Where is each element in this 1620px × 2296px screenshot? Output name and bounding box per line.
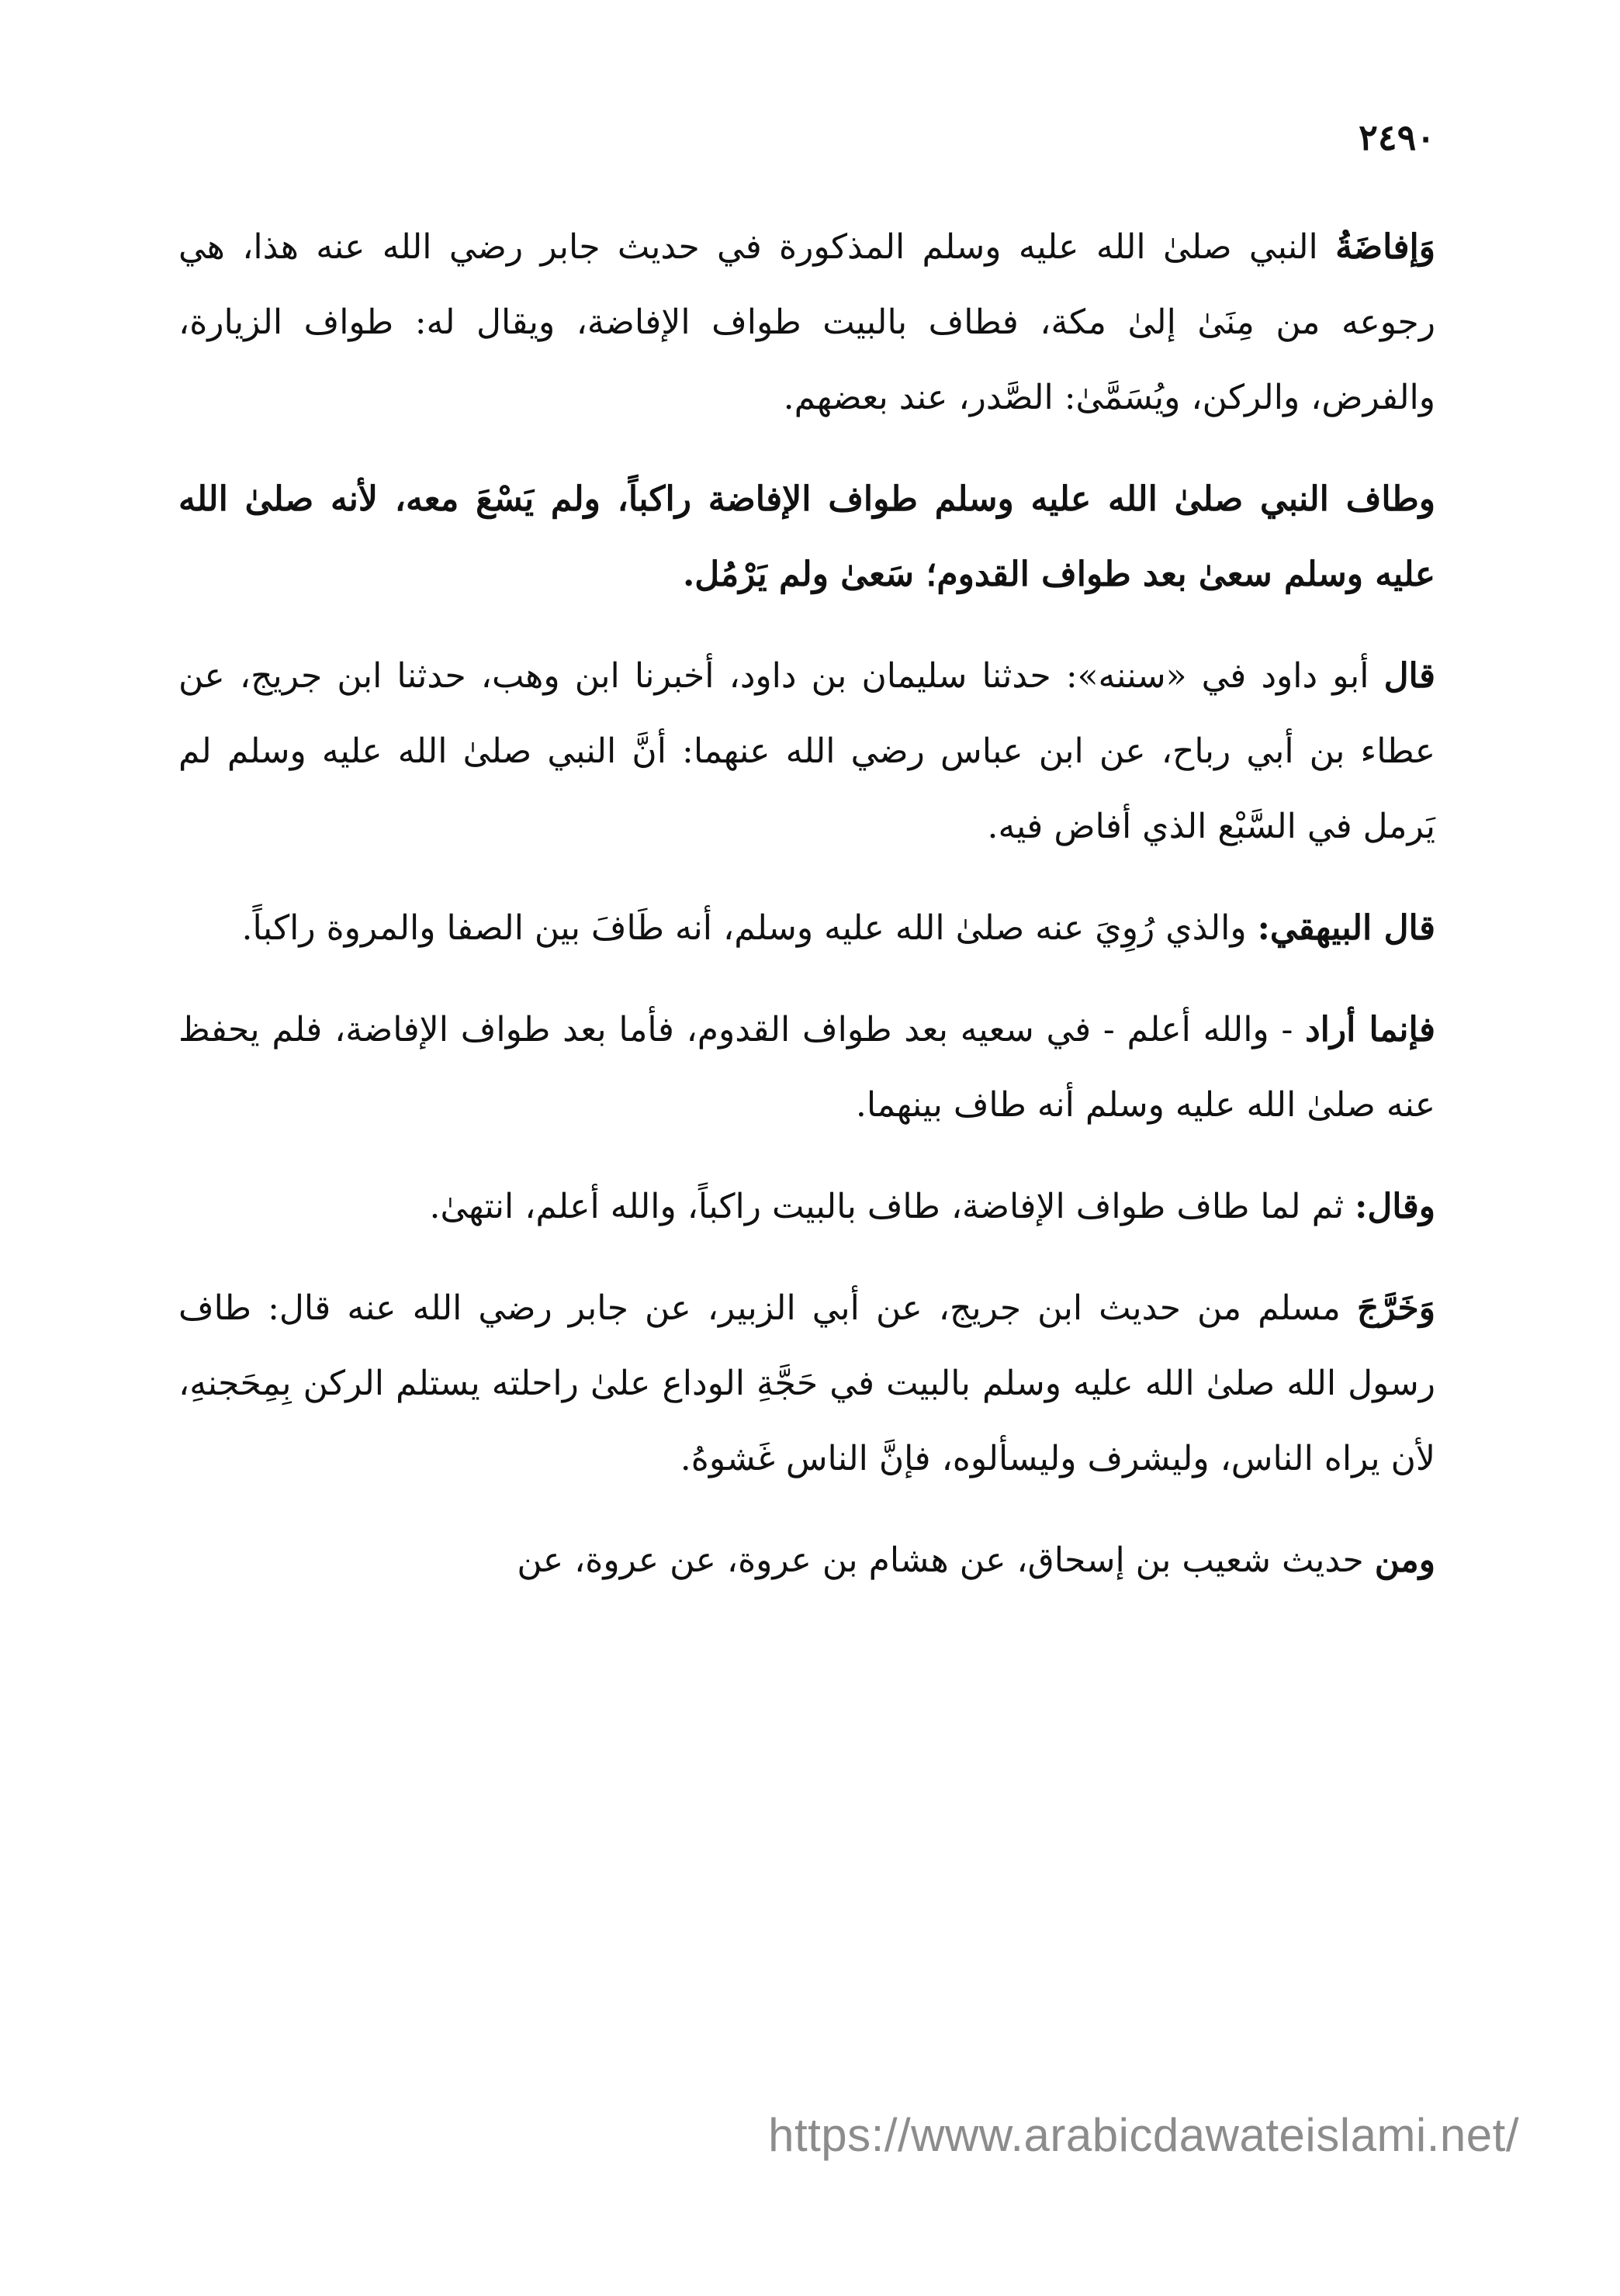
paragraph-lead: وَخَرَّجَ: [1356, 1288, 1435, 1328]
paragraph-lead: قال: [1383, 656, 1435, 696]
paragraph-lead: وَإفاضَةُ: [1335, 227, 1435, 267]
paragraph-lead: قال البيهقي:: [1257, 908, 1435, 948]
paragraph-lead: فإنما أراد: [1305, 1010, 1435, 1049]
paragraph-lead: ومن: [1374, 1540, 1435, 1580]
paragraph-text: أبو داود في «سننه»: حدثنا سليمان بن داود، أخبرنا ابن وهب، حدثنا ابن جريج، عن عطاء بن أبي رباح، عن ابن عباس رضي الله عنهما: أنَّ النبي صلىٰ الله عليه وسلم لم يَرمل في السَّبْع الذي أفاض فيه.: [178, 656, 1435, 846]
paragraph-shuayb-narration: [178, 1523, 1435, 1598]
paragraph-text: النبي صلىٰ الله عليه وسلم المذكورة في حديث جابر رضي الله عنه هذا، هي رجوعه من مِنَىٰ إلىٰ مكة، فطاف بالبيت طواف الإفاضة، ويقال له: طواف الزيارة، والفرض، والركن، ويُسَمَّىٰ: الصَّدر، عند بعضهم.: [178, 227, 1435, 417]
paragraph-ifadah-definition: [178, 209, 1435, 435]
paragraph-bayhaqi: [178, 890, 1435, 966]
paragraph-intended-meaning: [178, 992, 1435, 1143]
paragraph-text: مسلم من حديث ابن جريج، عن أبي الزبير، عن جابر رضي الله عنه قال: طاف رسول الله صلىٰ الله عليه وسلم بالبيت في حَجَّةِ الوداع علىٰ راحلته يستلم الركن بِمِحَجنهِ، لأن يراه الناس، وليشرف وليسألوه، فإنَّ الناس غَشوهُ.: [178, 1288, 1435, 1478]
watermark-url: https://www.arabicdawateislami.net/: [768, 2109, 1519, 2161]
paragraph-lead: وقال:: [1355, 1187, 1435, 1226]
paragraph-text: حديث شعيب بن إسحاق، عن هشام بن عروة، عن عروة، عن: [517, 1540, 1375, 1580]
paragraph-text: - والله أعلم - في سعيه بعد طواف القدوم، فأما بعد طواف الإفاضة، فلم يحفظ عنه صلىٰ الله عليه وسلم أنه طاف بينهما.: [178, 1010, 1435, 1125]
paragraph-text: ثم لما طاف طواف الإفاضة، طاف بالبيت راكباً، والله أعلم، انتهىٰ.: [429, 1187, 1355, 1226]
paragraph-abu-dawud: [178, 638, 1435, 864]
paragraph-and-he-said: [178, 1169, 1435, 1244]
paragraph-text: والذي رُوِيَ عنه صلىٰ الله عليه وسلم، أنه طَافَ بين الصفا والمروة راكباً.: [241, 908, 1258, 948]
paragraph-muslim-narration: [178, 1271, 1435, 1496]
body-text: [178, 209, 1435, 1624]
paragraph-text: وطاف النبي صلىٰ الله عليه وسلم طواف الإفاضة راكباً، ولم يَسْعَ معه، لأنه صلىٰ الله عليه وسلم سعىٰ بعد طواف القدوم؛ سَعىٰ ولم يَرْمُل.: [178, 479, 1435, 594]
paragraph-tawaf-riding: [178, 462, 1435, 612]
page-number: ٢٤٩٠: [1359, 116, 1435, 158]
